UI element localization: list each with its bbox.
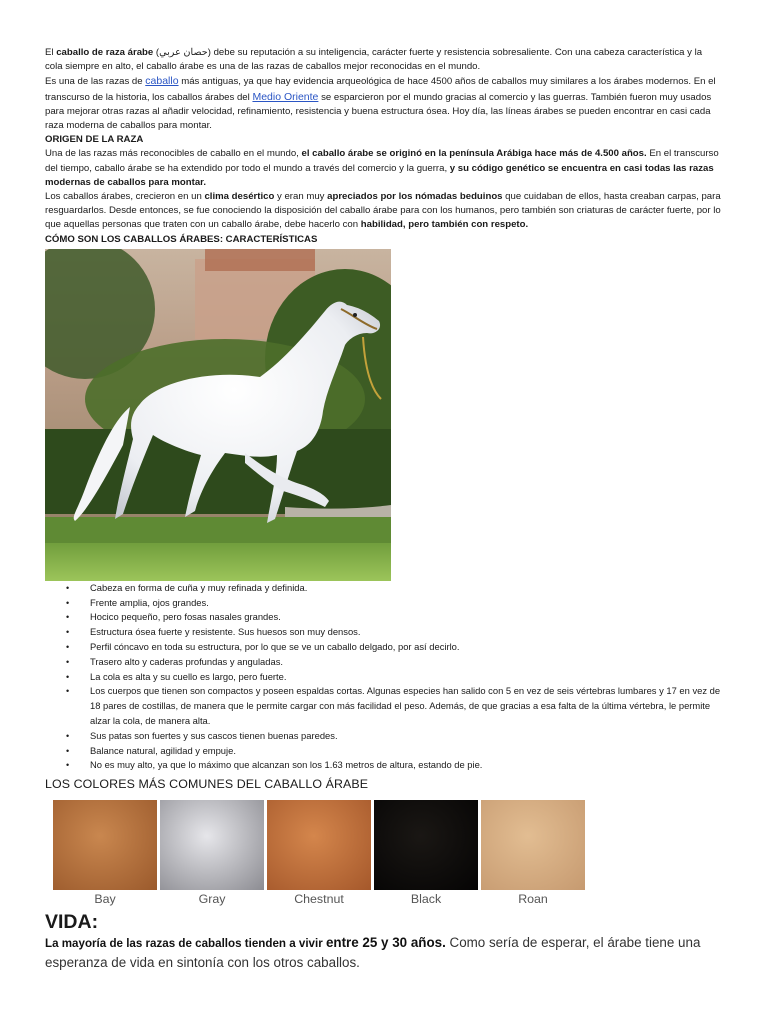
list-item: • Perfil cóncavo en toda su estructura, por lo que se ve un caballo delgado, por así decirlo. xyxy=(90,640,721,655)
swatch-bay xyxy=(53,800,157,907)
list-item: • Cabeza en forma de cuña y muy refinada y definida. xyxy=(90,581,721,596)
swatch-image xyxy=(481,800,585,890)
text: (حصان عربي) debe su reputación a su inteligencia, carácter fuerte y resistencia sobresaliente. Con una cabeza característica y la cola siempre en alto, el caballo árabe es una de las razas de caballos mejor reconocidas en el mundo. xyxy=(45,47,703,73)
bold-text: el caballo árabe se originó en la península Arábiga hace más de 4.500 años. xyxy=(301,148,647,160)
text: En el transcurso del tiempo, caballo árabe se ha extendido por todo el mundo a través del comercio y la guerra, xyxy=(45,148,719,174)
caracteristicas-heading: CÓMO SON LOS CABALLOS ÁRABES: CARACTERÍSTICAS xyxy=(45,233,318,245)
text: Es una de las razas de xyxy=(45,76,146,88)
text: se esparcieron por el mundo gracias al comercio y las guerras. También fueron muy usados para mejorar otras razas al añadir velocidad, refinamiento, resistencia y buena estructura ósea. Hoy día, las líneas árabes se pueden encontrar en casi cada raza moderna de caballos para montar. xyxy=(45,91,712,132)
list-item: • Frente amplia, ojos grandes. xyxy=(90,596,721,611)
intro-paragraph-1 xyxy=(45,46,721,74)
bold-text: apreciados por los nómadas beduinos xyxy=(327,191,503,203)
vida-heading: VIDA: xyxy=(45,911,99,934)
text: que cuidaban de ellos, hasta creaban carpas, para resguardarlos. Desde entonces, se fue conociendo la disposición del caballo árabe para con los humanos, pero también son criaturas de carácter fuerte, por lo que aquellas personas que traten con un caballo árabe, debe hacerlo con xyxy=(45,191,721,231)
bold-text: clima desértico xyxy=(204,191,275,203)
origen-heading: ORIGEN DE LA RAZA xyxy=(45,134,144,146)
swatch-image xyxy=(374,800,478,890)
swatch-label: Roan xyxy=(518,892,548,907)
colors-heading: LOS COLORES MÁS COMUNES DEL CABALLO ÁRABE xyxy=(45,777,369,792)
text: Como sería de esperar, el árabe tiene una esperanza de vida en sintonía con los otros caballos. xyxy=(45,935,701,971)
list-item: • La cola es alta y su cuello es largo, pero fuerte. xyxy=(90,670,721,685)
color-swatches xyxy=(53,800,721,907)
list-item: • Balance natural, agilidad y empuje. xyxy=(90,744,721,759)
swatch-image xyxy=(53,800,157,890)
swatch-label: Black xyxy=(410,892,442,907)
text: Los caballos árabes, crecieron en un xyxy=(45,191,205,203)
origen-paragraph-1 xyxy=(45,147,721,190)
text: Una de las razas más reconocibles de caballo en el mundo, xyxy=(45,148,302,160)
swatch-image xyxy=(267,800,371,890)
list-item: • Estructura ósea fuerte y resistente. Sus huesos son muy densos. xyxy=(90,625,721,640)
characteristics-list xyxy=(45,581,721,773)
intro-paragraph-2 xyxy=(45,74,721,133)
horse-illustration xyxy=(45,249,391,581)
bold-text: habilidad, pero también con respeto. xyxy=(360,219,529,231)
medio-oriente-link[interactable]: Medio Oriente xyxy=(252,90,319,103)
lead-text: La mayoría de las razas de caballos tienden a vivir xyxy=(45,937,326,951)
document-page xyxy=(45,46,721,972)
caballo-link[interactable]: caballo xyxy=(145,75,179,88)
bold-text: entre 25 y 30 años. xyxy=(325,935,446,951)
swatch-chestnut xyxy=(267,800,371,907)
swatch-label: Gray xyxy=(198,892,226,907)
text: El xyxy=(45,47,57,58)
text: más antiguas, ya que hay evidencia arqueológica de hace 4500 años de caballos muy similares a los árabes modernos. En el transcurso de la historia, los caballos árabes del xyxy=(45,76,716,103)
swatch-gray xyxy=(160,800,264,907)
text: y eran muy xyxy=(274,191,328,203)
list-item: • Sus patas son fuertes y sus cascos tienen buenas paredes. xyxy=(90,729,721,744)
list-item: • Hocico pequeño, pero fosas nasales grandes. xyxy=(90,610,721,625)
swatch-image xyxy=(160,800,264,890)
origen-paragraph-2 xyxy=(45,190,721,233)
list-item: • Trasero alto y caderas profundas y anguladas. xyxy=(90,655,721,670)
vida-paragraph xyxy=(45,933,721,972)
swatch-black xyxy=(374,800,478,907)
list-item: • No es muy alto, ya que lo máximo que alcanzan son los 1.63 metros de altura, estando de pie. xyxy=(90,758,721,773)
swatch-label: Chestnut xyxy=(294,892,344,907)
bold-text: y su código genético se encuentra en casi todas las razas modernas de caballos para montar. xyxy=(45,162,714,188)
breed-name: caballo de raza árabe xyxy=(56,47,154,58)
swatch-roan xyxy=(481,800,585,907)
swatch-label: Bay xyxy=(94,892,116,907)
arabian-horse-photo xyxy=(45,249,391,581)
list-item: • Los cuerpos que tienen son compactos y poseen espaldas cortas. Algunas especies han salido con 5 en vez de seis vértebras lumbares y 17 en vez de 18 pares de costillas, de manera que le permite cargar con más facilidad el peso. Además, de que gracias a esa falta de la última vértebra, le permite alzar la cola, de manera alta. xyxy=(90,684,721,728)
